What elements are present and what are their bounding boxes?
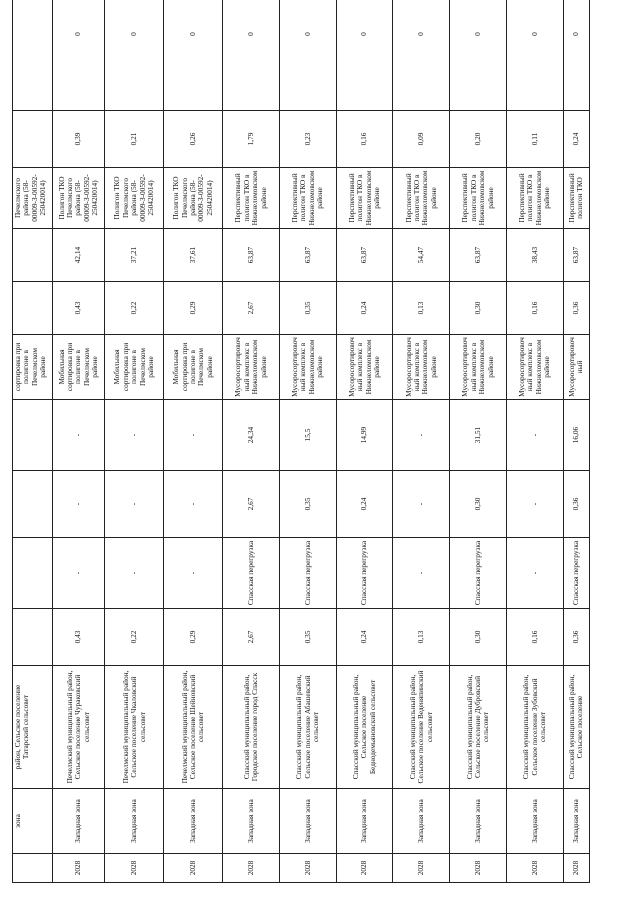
processing-volume-cell: 0,13 [393, 282, 450, 335]
table-row [52, 0, 104, 883]
volume-generated-cell: 2,67 [223, 609, 280, 666]
volume-generated-cell: 0,22 [105, 609, 164, 666]
transfer-volume-cell: 2,67 [223, 471, 280, 538]
disposal-site-cell: Перспективный полигон ТКО в Нижнеломовском районе [506, 168, 563, 229]
processing-object-cell: Мусоросортировочный комплекс в Нижнеломовском районе [506, 335, 563, 400]
volume-generated-cell: 0,35 [279, 609, 336, 666]
processing-object-cell: Мусоросортировочный комплекс в Нижнеломовском районе [223, 335, 280, 400]
processing-volume-cell: 0,36 [563, 282, 589, 335]
processing-distance-cell: 38,43 [506, 229, 563, 282]
processing-volume-cell: 2,67 [223, 282, 280, 335]
municipality-cell: Спасский муниципальный район, Сельское поселение Беднодемьяновский сельсовет [336, 666, 393, 789]
transfer-station-cell: Спасская перегрузка [563, 538, 589, 609]
processing-object-cell: Мусоросортировочный комплекс в Нижнеломовском районе [393, 335, 450, 400]
disposal-site-cell: Перспективный полигон ТКО в Нижнеломовском районе [279, 168, 336, 229]
year-cell: 2028 [223, 854, 280, 883]
year-cell: 2028 [279, 854, 336, 883]
table-row [393, 0, 450, 883]
processing-object-cell: Мусоросортировочный комплекс в Нижнеломовском районе [450, 335, 507, 400]
zone-cell: Западная зона [52, 789, 104, 854]
table-row [563, 0, 589, 883]
transfer-station-cell: - [164, 538, 223, 609]
transfer-distance-cell: 14,99 [336, 400, 393, 471]
zone-cell: Западная зона [506, 789, 563, 854]
transfer-station-cell: Спасская перегрузка [336, 538, 393, 609]
processing-distance-cell: 63,87 [279, 229, 336, 282]
table-row [223, 0, 280, 883]
transfer-distance-cell: 24,34 [223, 400, 280, 471]
transfer-distance-cell [13, 400, 53, 471]
processing-object-cell: сортировка при полигоне в Печелмском районе [13, 335, 53, 400]
zone-cell: Западная зона [336, 789, 393, 854]
year-cell: 2028 [336, 854, 393, 883]
disposal-site-cell: Перспективный полигон ТКО в Нижнеломовском районе [393, 168, 450, 229]
disposal-volume-cell: 0,09 [393, 111, 450, 168]
table-row [506, 0, 563, 883]
volume-generated-cell [13, 609, 53, 666]
transfer-volume-cell: 0,30 [450, 471, 507, 538]
transfer-distance-cell: - [164, 400, 223, 471]
zone-cell: Западная зона [164, 789, 223, 854]
processing-volume-cell [13, 282, 53, 335]
transfer-volume-cell [13, 471, 53, 538]
transfer-station-cell: - [393, 538, 450, 609]
zone-cell: зона [13, 789, 53, 854]
municipality-cell: Спасский муниципальный район, Сельское поселение [563, 666, 589, 789]
table-row [13, 0, 53, 883]
zone-cell: Западная зона [450, 789, 507, 854]
zone-cell: Западная зона [105, 789, 164, 854]
transfer-volume-cell: - [105, 471, 164, 538]
year-cell: 2028 [506, 854, 563, 883]
volume-generated-cell: 0,24 [336, 609, 393, 666]
volume-generated-cell: 0,13 [393, 609, 450, 666]
disposal-volume-cell: 1,79 [223, 111, 280, 168]
disposal-site-cell: Перспективный полигон ТКО в Нижнеломовском районе [336, 168, 393, 229]
table-row [450, 0, 507, 883]
transfer-volume-cell: 0,35 [279, 471, 336, 538]
transfer-distance-cell: - [506, 400, 563, 471]
municipality-cell: Спасский муниципальный район, Сельское поселение Дубровский сельсовет [450, 666, 507, 789]
extra-value-cell: 0 [450, 0, 507, 111]
transfer-station-cell: - [506, 538, 563, 609]
table-row [336, 0, 393, 883]
year-cell: 2028 [450, 854, 507, 883]
transfer-station-cell [13, 538, 53, 609]
disposal-volume-cell: 0,20 [450, 111, 507, 168]
transfer-distance-cell: - [105, 400, 164, 471]
extra-value-cell: 0 [336, 0, 393, 111]
processing-object-cell: Мусоросортировочный комплекс в Нижнеломовском районе [336, 335, 393, 400]
transfer-station-cell: - [105, 538, 164, 609]
transfer-station-cell: Спасская перегрузка [223, 538, 280, 609]
volume-generated-cell: 0,29 [164, 609, 223, 666]
processing-volume-cell: 0,35 [279, 282, 336, 335]
volume-generated-cell: 0,16 [506, 609, 563, 666]
processing-distance-cell: 63,87 [450, 229, 507, 282]
disposal-volume-cell [13, 111, 53, 168]
disposal-volume-cell: 0,39 [52, 111, 104, 168]
municipality-cell: Печелмский муниципальный район, Сельское поселение Чкаловский сельсовет [105, 666, 164, 789]
volume-generated-cell: 0,30 [450, 609, 507, 666]
processing-object-cell: Мусоросортировочный комплекс в Нижнеломовском районе [279, 335, 336, 400]
year-cell: 2028 [52, 854, 104, 883]
transfer-distance-cell: 15,5 [279, 400, 336, 471]
disposal-site-cell: Перспективный полигон ТКО [563, 168, 589, 229]
municipality-cell: Печелмский муниципальный район, Сельское поселение Чураковский сельсовет [52, 666, 104, 789]
extra-value-cell: 0 [164, 0, 223, 111]
municipality-cell: Спасский муниципальный район, Сельское поселение Веденяпинский сельсовет [393, 666, 450, 789]
processing-volume-cell: 0,29 [164, 282, 223, 335]
transfer-volume-cell: 0,24 [336, 471, 393, 538]
processing-object-cell: Мобильная сортировка при полигоне в Печелмском районе [52, 335, 104, 400]
zone-cell: Западная зона [223, 789, 280, 854]
transfer-station-cell: - [52, 538, 104, 609]
transfer-volume-cell: - [52, 471, 104, 538]
disposal-volume-cell: 0,16 [336, 111, 393, 168]
processing-distance-cell: 42,14 [52, 229, 104, 282]
processing-object-cell: Мобильная сортировка при полигоне в Печелмском районе [105, 335, 164, 400]
disposal-volume-cell: 0,11 [506, 111, 563, 168]
transfer-station-cell: Спасская перегрузка [450, 538, 507, 609]
transfer-distance-cell: 16,06 [563, 400, 589, 471]
transfer-volume-cell: - [506, 471, 563, 538]
disposal-volume-cell: 0,26 [164, 111, 223, 168]
municipality-cell: Спасский муниципальный район, Городское поселение город Спасск [223, 666, 280, 789]
zone-cell: Западная зона [279, 789, 336, 854]
processing-object-cell: Мусоросортировочный [563, 335, 589, 400]
disposal-site-cell: Печелмского района (58-00009-З-00592-250420014) [13, 168, 53, 229]
table-row [164, 0, 223, 883]
municipality-cell: Спасский муниципальный район, Сельское поселение Зубовский сельсовет [506, 666, 563, 789]
year-cell: 2028 [105, 854, 164, 883]
processing-distance-cell: 37,61 [164, 229, 223, 282]
transfer-distance-cell: - [52, 400, 104, 471]
waste-flow-table [12, 0, 590, 883]
year-cell: 2028 [393, 854, 450, 883]
rotated-table-wrapper [12, 23, 590, 883]
disposal-site-cell: Полигон ТКО Печелмского района (58-00009-З-00592-250420014) [105, 168, 164, 229]
extra-value-cell: 0 [506, 0, 563, 111]
volume-generated-cell: 0,43 [52, 609, 104, 666]
disposal-volume-cell: 0,23 [279, 111, 336, 168]
zone-cell: Западная зона [563, 789, 589, 854]
processing-volume-cell: 0,16 [506, 282, 563, 335]
disposal-volume-cell: 0,21 [105, 111, 164, 168]
processing-volume-cell: 0,22 [105, 282, 164, 335]
processing-distance-cell: 37,21 [105, 229, 164, 282]
municipality-cell: Печелмский муниципальный район, Сельское поселение Шейновский сельсовет [164, 666, 223, 789]
zone-cell: Западная зона [393, 789, 450, 854]
transfer-volume-cell: - [164, 471, 223, 538]
table-row [279, 0, 336, 883]
disposal-volume-cell: 0,24 [563, 111, 589, 168]
processing-volume-cell: 0,43 [52, 282, 104, 335]
year-cell: 2028 [563, 854, 589, 883]
extra-value-cell: 0 [52, 0, 104, 111]
extra-value-cell: 0 [223, 0, 280, 111]
transfer-station-cell: Спасская перегрузка [279, 538, 336, 609]
municipality-cell: район, Сельское поселение Татарский сельсовет [13, 666, 53, 789]
transfer-volume-cell: 0,36 [563, 471, 589, 538]
extra-value-cell: 0 [563, 0, 589, 111]
extra-value-cell: 0 [393, 0, 450, 111]
processing-object-cell: Мобильная сортировка при полигоне в Печелмском районе [164, 335, 223, 400]
table-body [13, 0, 590, 883]
extra-value-cell: 0 [279, 0, 336, 111]
processing-distance-cell: 63,87 [563, 229, 589, 282]
municipality-cell: Спасский муниципальный район, Сельское поселение Абашевский сельсовет [279, 666, 336, 789]
transfer-volume-cell: - [393, 471, 450, 538]
disposal-site-cell: Перспективный полигон ТКО в Нижнеломовском районе [223, 168, 280, 229]
extra-value-cell: 0 [105, 0, 164, 111]
disposal-site-cell: Полигон ТКО Печелмского района (58-00009-З-00592-250420014) [52, 168, 104, 229]
volume-generated-cell: 0,36 [563, 609, 589, 666]
table-row [105, 0, 164, 883]
processing-distance-cell: 63,87 [336, 229, 393, 282]
processing-distance-cell: 54,47 [393, 229, 450, 282]
processing-distance-cell [13, 229, 53, 282]
processing-distance-cell: 63,87 [223, 229, 280, 282]
year-cell: 2028 [164, 854, 223, 883]
transfer-distance-cell: - [393, 400, 450, 471]
extra-value-cell [13, 0, 53, 111]
transfer-distance-cell: 31,51 [450, 400, 507, 471]
year-cell [13, 854, 53, 883]
processing-volume-cell: 0,24 [336, 282, 393, 335]
disposal-site-cell: Полигон ТКО Печелмского района (58-00009-З-00592-250420014) [164, 168, 223, 229]
disposal-site-cell: Перспективный полигон ТКО в Нижнеломовском районе [450, 168, 507, 229]
processing-volume-cell: 0,30 [450, 282, 507, 335]
